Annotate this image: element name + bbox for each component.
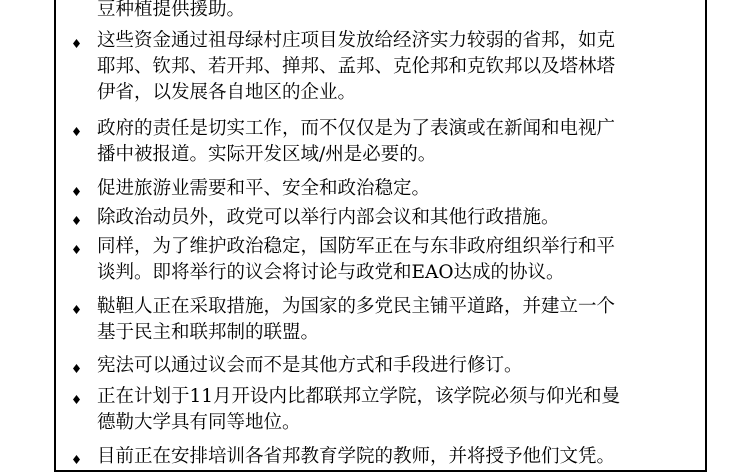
text-line: 鞑靼人正在采取措施，为国家的多党民主铺平道路，并建立一个 — [97, 296, 616, 317]
text-line: 这些资金通过祖母绿村庄项目发放给经济实力较弱的省邦，如克 — [97, 30, 616, 51]
list-item — [0, 444, 750, 467]
text-line: 同样，为了维护政治稳定，国防军正在与东非政府组织举行和平 — [97, 236, 616, 257]
list-item-text — [97, 28, 687, 106]
text-line: 基于民主和联邦制的联盟。 — [97, 322, 320, 343]
text-line: 伊省，以发展各自地区的企业。 — [97, 82, 357, 103]
text-line: 促进旅游业需要和平、安全和政治稳定。 — [97, 178, 431, 199]
list-item — [0, 176, 750, 199]
lead-line: 豆种植提供援助。 — [97, 0, 246, 20]
text-line: 播中被报道。实际开发区域/州是必要的。 — [97, 144, 437, 165]
list-item — [0, 234, 750, 283]
text-line: 谈判。即将举行的议会将讨论与政党和EAO达成的协议。 — [97, 262, 565, 283]
text-line: 目前正在安排培训各省邦教育学院的教师，并将授予他们文凭。 — [97, 446, 616, 467]
list-item-text — [97, 444, 687, 470]
list-item-text — [97, 176, 687, 202]
list-item — [0, 384, 750, 433]
text-line: 政府的责任是切实工作，而不仅仅是为了表演或在新闻和电视广 — [97, 118, 616, 139]
text-line: 德勒大学具有同等地位。 — [97, 412, 301, 433]
list-item — [0, 28, 750, 103]
text-line: 耶邦、钦邦、若开邦、掸邦、孟邦、克伦邦和克钦邦以及塔林塔 — [97, 56, 616, 77]
list-item-text — [97, 353, 687, 379]
list-item-text — [97, 205, 687, 231]
list-item — [0, 294, 750, 343]
text-line: 正在计划于11月开设内比都联邦立学院，该学院必须与仰光和曼 — [97, 386, 621, 407]
text-line: 除政治动员外，政党可以举行内部会议和其他行政措施。 — [97, 207, 560, 228]
list-item-text — [97, 294, 687, 346]
list-item — [0, 116, 750, 165]
list-item-text — [97, 384, 687, 436]
list-item — [0, 353, 750, 376]
text-line: 宪法可以通过议会而不是其他方式和手段进行修订。 — [97, 355, 523, 376]
list-item-text — [97, 116, 687, 168]
list-item — [0, 205, 750, 228]
list-item-text — [97, 234, 687, 286]
